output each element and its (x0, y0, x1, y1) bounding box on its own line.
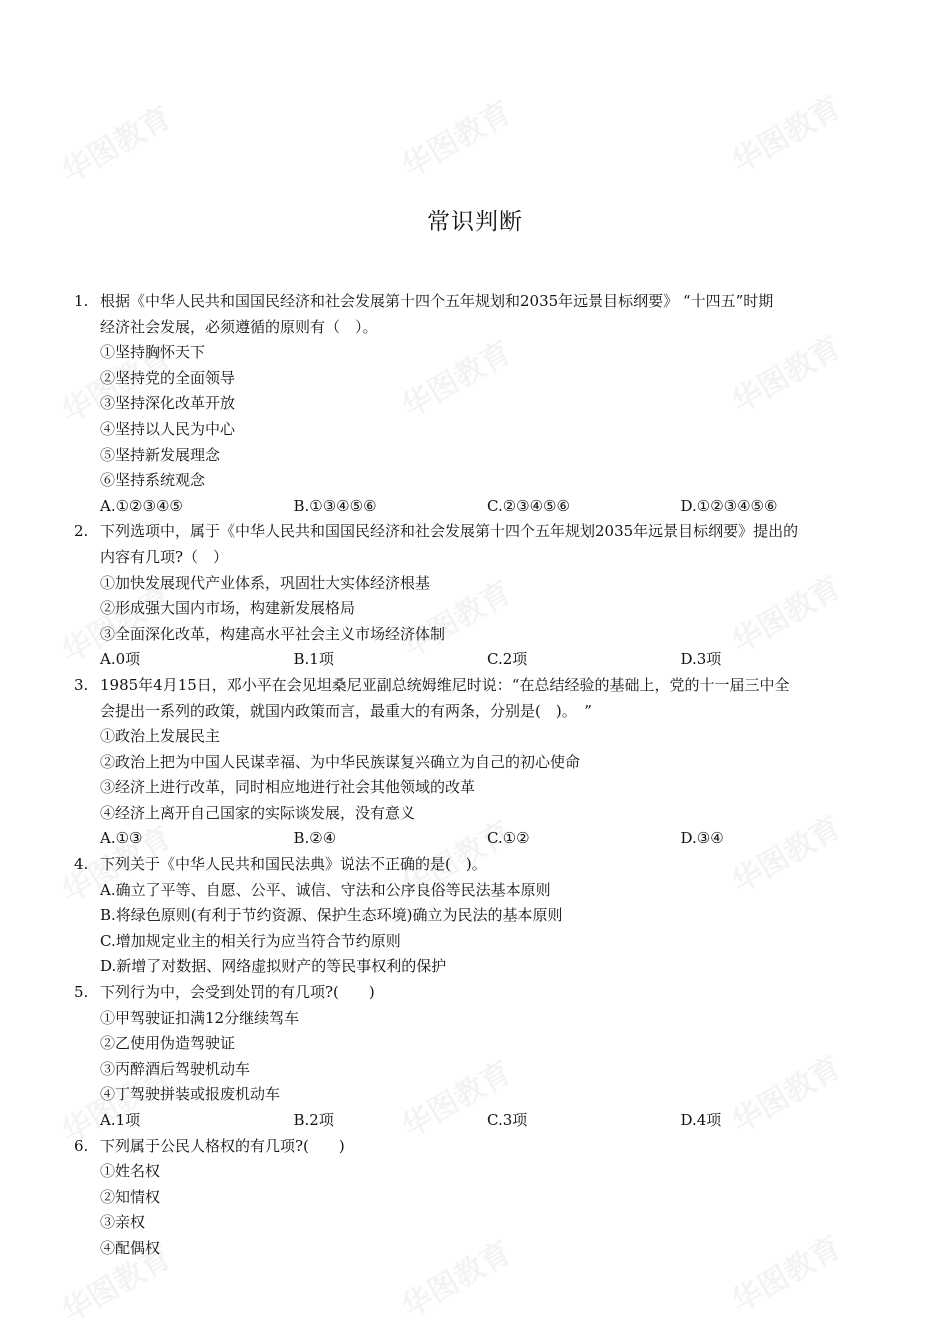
question-2 (74, 519, 874, 673)
statement-item: ③坚持深化改革开放 (100, 394, 236, 413)
question-list (74, 289, 874, 1262)
statement-item: ⑥坚持系统观念 (100, 471, 206, 490)
question-number: 3. (74, 675, 89, 694)
statement-item: ①甲驾驶证扣满12分继续驾车 (100, 1008, 300, 1027)
option-d: D.新增了对数据、网络虚拟财产的等民事权利的保护 (100, 957, 447, 976)
question-stem-line: 下列选项中，属于《中华人民共和国国民经济和社会发展第十四个五年规划2035年远景目标纲要》提出的 (100, 522, 799, 541)
statement-item: ⑤坚持新发展理念 (100, 445, 221, 464)
answer-options (100, 494, 874, 520)
page-title: 常识判断 (427, 209, 523, 235)
option-b: B.②④ (293, 829, 337, 848)
option-a: A.1项 (100, 1111, 141, 1129)
question-4 (74, 852, 874, 980)
question-stem-line: 1985年4月15日，邓小平在会见坦桑尼亚副总统姆维尼时说：“在总结经验的基础上，党的十一届三中全 (100, 675, 790, 694)
option-d: D.①②③④⑤⑥ (680, 496, 778, 515)
statement-item: ②政治上把为中国人民谋幸福、为中华民族谋复兴确立为自己的初心使命 (100, 752, 581, 771)
question-5 (74, 980, 874, 1134)
option-c: C.增加规定业主的相关行为应当符合节约原则 (100, 931, 401, 950)
statement-item: ④坚持以人民为中心 (100, 419, 236, 438)
statement-item: ①政治上发展民主 (100, 727, 221, 746)
statement-item: ③全面深化改革，构建高水平社会主义市场经济体制 (100, 624, 446, 643)
option-c: C.②③④⑤⑥ (487, 496, 570, 515)
option-d: D.4项 (680, 1111, 722, 1129)
option-c: C.①② (487, 829, 530, 848)
statement-item: ③亲权 (100, 1213, 146, 1232)
question-stem-line: 根据《中华人民共和国国民经济和社会发展第十四个五年规划和2035年远景目标纲要》 “十四五”时期 (100, 292, 774, 310)
question-stem-line: 下列属于公民人格权的有几项?( ) (100, 1136, 345, 1155)
option-b: B.①③④⑤⑥ (293, 496, 377, 515)
question-6 (74, 1134, 874, 1262)
answer-options (100, 647, 874, 673)
question-number: 2. (74, 522, 89, 541)
question-1 (74, 289, 874, 519)
answer-options (100, 1108, 874, 1134)
question-number: 4. (74, 855, 89, 874)
statement-item: ④经济上离开自己国家的实际谈发展，没有意义 (100, 803, 416, 822)
statement-item: ②知情权 (100, 1187, 161, 1206)
option-a: A.0项 (100, 650, 141, 669)
watermark (392, 88, 518, 186)
watermark (52, 93, 178, 191)
question-stem-line: 下列关于《中华人民共和国民法典》说法不正确的是( )。 (100, 855, 487, 874)
watermark (722, 83, 848, 181)
statement-item: ①加快发展现代产业体系，巩固壮大实体经济根基 (100, 573, 431, 592)
question-stem-line: 下列行为中，会受到处罚的有几项?( ) (100, 983, 375, 1002)
option-a: A.①②③④⑤ (100, 496, 183, 515)
question-stem-line: 会提出一系列的政策，就国内政策而言，最重大的有两条，分别是( )。 ” (100, 701, 592, 720)
option-a: A.确立了平等、自愿、公平、诚信、守法和公序良俗等民法基本原则 (100, 880, 551, 899)
statement-item: ③丙醉酒后驾驶机动车 (100, 1059, 251, 1078)
option-b: B.将绿色原则(有利于节约资源、保护生态环境)确立为民法的基本原则 (100, 906, 563, 925)
question-number: 1. (74, 292, 89, 310)
option-b: B.1项 (293, 650, 334, 669)
answer-options (100, 826, 874, 852)
statement-item: ④丁驾驶拼装或报废机动车 (100, 1085, 281, 1104)
option-c: C.3项 (487, 1111, 528, 1129)
option-d: D.③④ (680, 829, 724, 848)
option-c: C.2项 (487, 650, 528, 669)
statement-item: ①坚持胸怀天下 (100, 343, 206, 362)
option-d: D.3项 (680, 650, 722, 669)
statement-item: ④配偶权 (100, 1238, 161, 1257)
statement-item: ③经济上进行改革，同时相应地进行社会其他领域的改革 (100, 778, 476, 797)
question-stem-line: 经济社会发展，必须遵循的原则有（ ）。 (100, 317, 378, 336)
statement-item: ②乙使用伪造驾驶证 (100, 1034, 236, 1053)
question-number: 6. (74, 1136, 89, 1155)
option-b: B.2项 (293, 1111, 334, 1129)
statement-item: ①姓名权 (100, 1162, 161, 1181)
question-number: 5. (74, 983, 89, 1002)
question-3 (74, 673, 874, 852)
statement-item: ②形成强大国内市场，构建新发展格局 (100, 599, 356, 618)
question-stem-line: 内容有几项?（ ） (100, 547, 229, 566)
statement-item: ②坚持党的全面领导 (100, 368, 236, 387)
option-a: A.①③ (100, 829, 143, 848)
